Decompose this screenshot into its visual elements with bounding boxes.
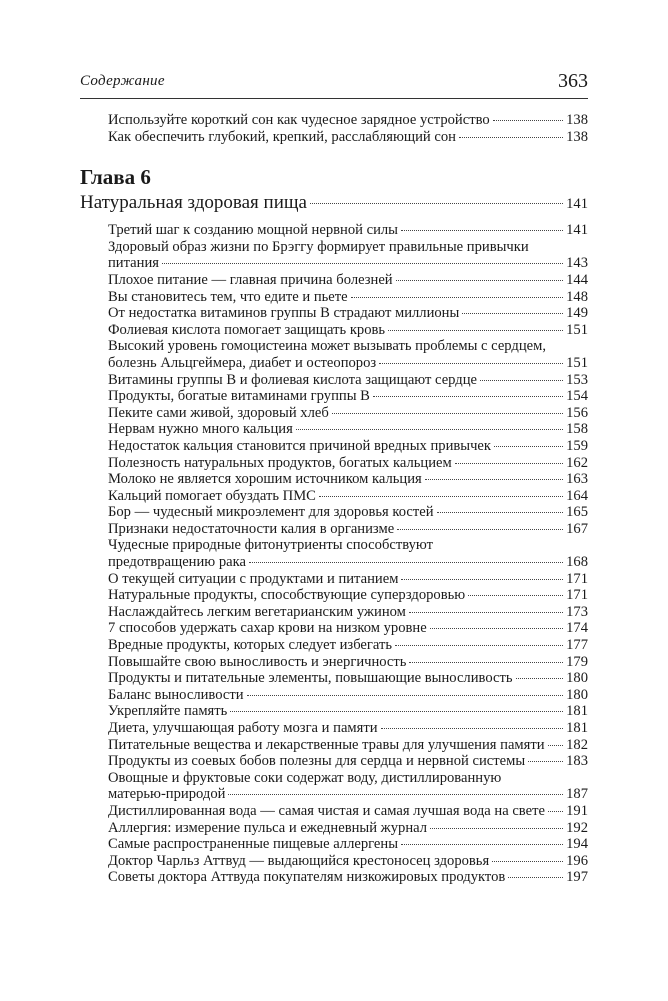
dot-leader [381,728,564,729]
toc-entry [80,820,588,837]
toc-entry [80,222,588,239]
entry-page: 194 [566,836,588,853]
dot-leader [230,711,563,712]
header-rule [80,98,588,99]
entry-title: Натуральные продукты, способствующие суперздоровью [108,587,466,604]
dot-leader [425,479,563,480]
dot-leader [373,396,563,397]
entry-title: матерью-природой [108,786,226,803]
toc-entry [80,521,588,538]
entry-page: 179 [566,653,588,670]
entry-title: Признаки недостаточности калия в организме [108,520,395,537]
dot-leader [247,695,564,696]
entry-title: питания [108,255,159,272]
page-number: 363 [558,70,588,92]
entry-title: Продукты и питательные элементы, повышающие выносливость [108,670,513,687]
entry-title: Недостаток кальция становится причиной вредных привычек [108,437,491,454]
entry-title: О текущей ситуации с продуктами и питанием [108,570,399,587]
entry-title: Самые распространенные пищевые аллергены [108,836,399,853]
entry-page: 177 [566,637,588,654]
entry-title: Витамины группы B и фолиевая кислота защищают сердце [108,371,477,388]
dot-leader [379,363,563,364]
dot-leader [396,280,563,281]
entry-title: Плохое питание — главная причина болезней [108,271,393,288]
entry-page: 183 [566,753,588,770]
dot-leader [401,230,563,231]
entry-page: 141 [566,222,588,239]
entry-page: 174 [566,620,588,637]
dot-leader [401,844,563,845]
entry-page: 168 [566,554,588,571]
dot-leader [351,297,563,298]
dot-leader [459,137,563,138]
running-title: Содержание [80,73,165,89]
entry-title: болезнь Альцгеймера, диабет и остеопороз [108,354,377,371]
entry-title: Полезность натуральных продуктов, богатых кальцием [108,454,452,471]
entry-page: 173 [566,603,588,620]
toc-entry [80,289,588,306]
dot-leader [249,562,563,563]
dot-leader [332,413,563,414]
entry-page: 138 [566,112,588,128]
toc-entry [80,421,588,438]
page-header [80,70,588,96]
dot-leader [493,120,563,121]
entry-title: Третий шаг к созданию мощной нервной силы [108,222,398,239]
entry-page: 191 [566,802,588,819]
entry-page: 171 [566,570,588,587]
entry-page: 165 [566,504,588,521]
entry-title: Дистиллированная вода — самая чистая и самая лучшая вода на свете [108,802,545,819]
entry-title: Баланс выносливости [108,686,244,703]
dot-leader [430,628,563,629]
chapter-label: Глава 6 [80,165,151,190]
entry-title-line1: Здоровый образ жизни по Брэггу формирует правильные привычки [108,238,529,255]
toc-entry [80,571,588,588]
entry-page: 144 [566,271,588,288]
toc-entry [80,770,588,803]
entry-page: 180 [566,686,588,703]
toc-entry [80,504,588,521]
entry-title: Используйте короткий сон как чудесное зарядное устройство [108,112,490,128]
toc-entry [80,587,588,604]
entry-title: Аллергия: измерение пульса и ежедневный журнал [108,819,428,836]
toc-entry [80,455,588,472]
entry-page: 180 [566,670,588,687]
dot-leader [516,678,564,679]
toc-entry [80,272,588,289]
dot-leader [508,877,563,878]
entry-title: Продукты, богатые витаминами группы B [108,388,370,405]
chapter-page: 141 [566,196,588,213]
toc-entry [80,737,588,754]
entry-title: Пеките сами живой, здоровый хлеб [108,404,329,421]
entry-title-line2 [108,786,588,803]
entry-page: 154 [566,388,588,405]
entry-title-line2 [108,255,588,272]
toc-entry [80,239,588,272]
entry-page: 197 [566,869,588,886]
dot-leader [388,330,563,331]
entry-title: Диета, улучшающая работу мозга и памяти [108,720,378,736]
entry-title: Повышайте свою выносливость и энергичность [108,653,407,670]
entry-page: 164 [566,487,588,504]
toc-entry [80,338,588,371]
dot-leader [409,662,563,663]
chapter-title-row [80,191,588,216]
toc-entry [80,869,588,886]
toc-entry [80,654,588,671]
dot-leader [492,861,563,862]
entry-page: 163 [566,471,588,488]
entry-title-line2 [108,355,588,372]
toc-entry [80,537,588,570]
entry-title: Как обеспечить глубокий, крепкий, расслабляющий сон [108,128,456,145]
entry-title: Молоко не является хорошим источником кальция [108,471,422,488]
entry-page: 167 [566,520,588,537]
dot-leader [310,203,563,204]
dot-leader [528,761,563,762]
dot-leader [430,828,563,829]
toc-entry [80,670,588,687]
dot-leader [401,579,563,580]
dot-leader [296,429,563,430]
entry-page: 192 [566,819,588,836]
entry-title: предотвращению рака [108,554,246,571]
entry-title: Наслаждайтесь легким вегетарианским ужином [108,603,406,620]
toc-entry [80,488,588,505]
entry-title: Фолиевая кислота помогает защищать кровь [108,321,386,338]
dot-leader [162,263,563,264]
entry-page: 149 [566,305,588,322]
dot-leader [462,313,563,314]
toc-entry [80,853,588,870]
dot-leader [548,745,564,746]
entry-title-line2 [108,554,588,571]
toc-entry [80,753,588,770]
entry-page: 148 [566,288,588,305]
toc-entry [80,112,588,129]
toc-entry [80,129,588,146]
entry-title-line1: Овощные и фруктовые соки содержат воду, дистиллированную [108,769,502,786]
toc-entry [80,471,588,488]
entry-page: 181 [566,720,588,736]
dot-leader [548,811,563,812]
table-of-contents [80,112,588,886]
dot-leader [409,612,563,613]
toc-entry [80,836,588,853]
entry-title: 7 способов удержать сахар крови на низком уровне [108,620,427,637]
toc-entry [80,322,588,339]
chapter-title: Натуральная здоровая пища [80,192,307,214]
entry-page: 181 [566,703,588,720]
entry-page: 162 [566,454,588,471]
entry-page: 187 [566,786,588,803]
dot-leader [494,446,563,447]
entry-page: 151 [566,354,588,371]
toc-entry [80,438,588,455]
toc-entry [80,620,588,637]
entry-title: Питательные вещества и лекарственные травы для улучшения памяти [108,736,545,753]
toc-entry [80,720,588,737]
entry-title: Продукты из соевых бобов полезны для сердца и нервной системы [108,753,526,770]
entry-title: Кальций помогает обуздать ПМС [108,487,316,504]
entry-title: От недостатка витаминов группы B страдают миллионы [108,305,460,322]
dot-leader [319,496,563,497]
dot-leader [480,380,563,381]
entry-page: 156 [566,404,588,421]
toc-entry [80,305,588,322]
entry-title: Советы доктора Аттвуда покупателям низкожировых продуктов [108,869,506,886]
toc-entry [80,687,588,704]
entry-title: Нервам нужно много кальция [108,421,293,438]
entry-page: 158 [566,421,588,438]
toc-entry [80,388,588,405]
entry-title: Доктор Чарльз Аттвуд — выдающийся крестоносец здоровья [108,852,490,869]
dot-leader [455,463,563,464]
toc-entry [80,604,588,621]
dot-leader [228,794,563,795]
toc-entry [80,405,588,422]
entry-page: 138 [566,128,588,145]
entry-page: 143 [566,255,588,272]
entry-page: 171 [566,587,588,604]
toc-entry [80,637,588,654]
toc-entry [80,372,588,389]
entry-page: 159 [566,437,588,454]
entry-title-line1: Чудесные природные фитонутриенты способствуют [108,537,434,554]
entry-page: 153 [566,371,588,388]
dot-leader [468,595,563,596]
entry-title-line1: Высокий уровень гомоцистеина может вызывать проблемы с сердцем, [108,338,547,355]
entry-page: 182 [566,736,588,753]
entries-list [80,222,588,886]
dot-leader [437,512,564,513]
pre-entries-list [80,112,588,145]
entry-page: 151 [566,321,588,338]
entry-title: Вредные продукты, которых следует избегать [108,637,393,654]
dot-leader [395,645,563,646]
dot-leader [397,529,563,530]
entry-title: Вы становитесь тем, что едите и пьете [108,288,348,305]
entry-title: Укрепляйте память [108,703,228,720]
entry-title: Бор — чудесный микроэлемент для здоровья костей [108,504,434,521]
toc-entry [80,703,588,720]
toc-entry [80,803,588,820]
entry-page: 196 [566,852,588,869]
